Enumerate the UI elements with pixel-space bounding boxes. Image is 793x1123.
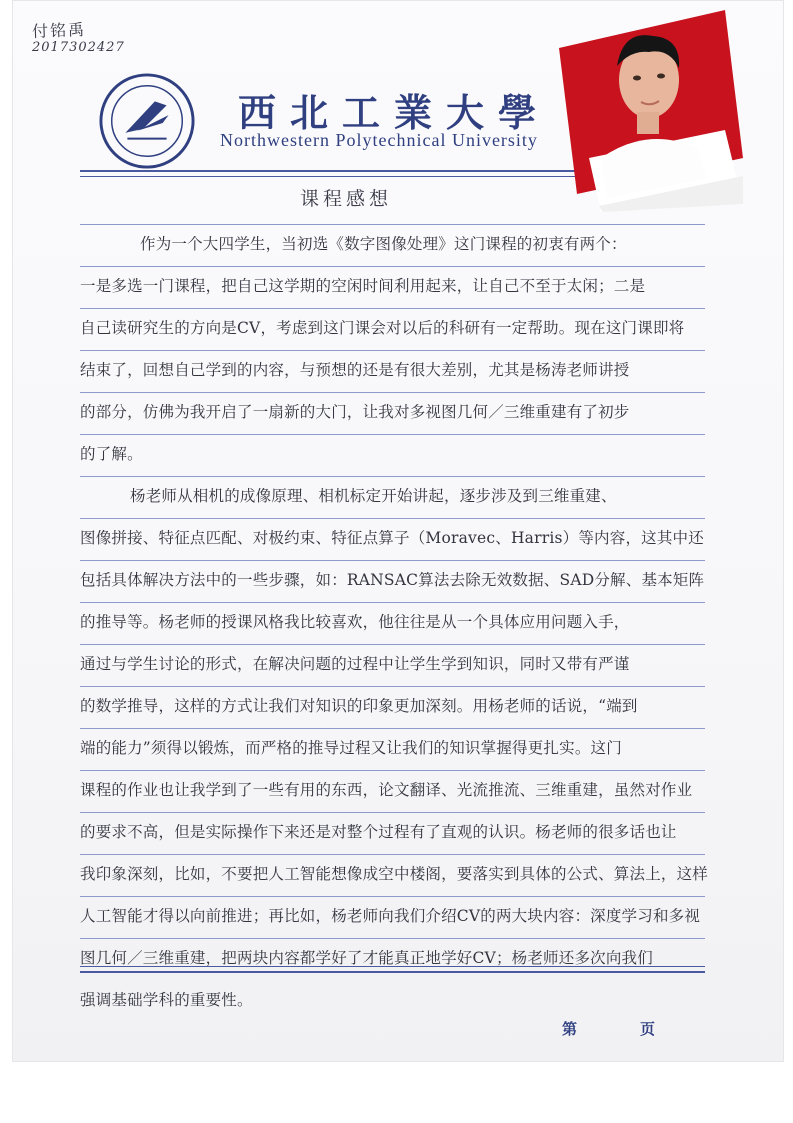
text-line: 结束了，回想自己学到的内容，与预想的还是有很大差别，尤其是杨涛老师讲授 <box>80 361 630 379</box>
text-line: 一是多选一门课程，把自己这学期的空闲时间利用起来，让自己不至于太闲；二是 <box>80 277 646 295</box>
text-line: 自己读研究生的方向是CV，考虑到这门课会对以后的科研有一定帮助。现在这门课即将 <box>80 319 685 337</box>
ruled-line <box>80 434 705 435</box>
university-name-en: Northwestern Polytechnical University <box>220 130 538 150</box>
text-line: 强调基础学科的重要性。 <box>80 991 253 1009</box>
ruled-line <box>80 644 705 645</box>
text-line: 的了解。 <box>80 445 143 463</box>
student-photo <box>557 8 745 212</box>
ruled-line <box>80 560 705 561</box>
text-line: 通过与学生讨论的形式，在解决问题的过程中让学生学到知识，同时又带有严谨 <box>80 655 630 673</box>
text-line: 图几何／三维重建，把两块内容都学好了才能真正地学好CV；杨老师还多次向我们 <box>80 949 653 967</box>
ruled-line <box>80 686 705 687</box>
text-line: 端的能力”须得以锻炼，而严格的推导过程又让我们的知识掌握得更扎实。这门 <box>80 739 622 757</box>
ruled-line <box>80 770 705 771</box>
text-line: 课程的作业也让我学到了一些有用的东西，论文翻译、光流推流、三维重建，虽然对作业 <box>80 781 693 799</box>
ruled-line <box>80 224 705 225</box>
ruled-line <box>80 602 705 603</box>
text-line: 包括具体解决方法中的一些步骤，如：RANSAC算法去除无效数据、SAD分解、基本矩阵 <box>80 571 705 589</box>
footer-rule <box>80 966 705 973</box>
ruled-line <box>80 938 705 939</box>
text-line: 的要求不高，但是实际操作下来还是对整个过程有了直观的认识。杨老师的很多话也让 <box>80 823 677 841</box>
ruled-line <box>80 308 705 309</box>
ruled-line <box>80 854 705 855</box>
ruled-line <box>80 266 705 267</box>
student-id: 2017302427 <box>32 40 125 55</box>
text-line: 作为一个大四学生，当初选《数字图像处理》这门课程的初衷有两个： <box>140 235 627 253</box>
text-line: 我印象深刻，比如，不要把人工智能想像成空中楼阁，要落实到具体的公式、算法上，这样 <box>80 865 709 883</box>
ruled-line <box>80 728 705 729</box>
ruled-line <box>80 476 705 477</box>
ruled-line <box>80 392 705 393</box>
text-line: 的数学推导，这样的方式让我们对知识的印象更加深刻。用杨老师的话说，“端到 <box>80 697 638 715</box>
document-title: 课程感想 <box>300 188 393 210</box>
page-label: 第 <box>562 1020 578 1038</box>
ruled-line <box>80 896 705 897</box>
text-line: 人工智能才得以向前推进；再比如，杨老师向我们介绍CV的两大块内容：深度学习和多视 <box>80 907 701 925</box>
text-line: 图像拼接、特征点匹配、对极约束、特征点算子（Moravec、Harris）等内容，这其中还 <box>80 529 704 547</box>
text-line: 杨老师从相机的成像原理、相机标定开始讲起，逐步涉及到三维重建、 <box>130 487 617 505</box>
writer-name: 付铭禹 <box>31 20 87 41</box>
page-suffix: 页 <box>640 1020 656 1038</box>
ruled-line <box>80 812 705 813</box>
university-logo-icon <box>98 72 196 170</box>
ruled-line <box>80 350 705 351</box>
text-line: 的推导等。杨老师的授课风格我比较喜欢，他往往是从一个具体应用问题入手， <box>80 613 630 631</box>
text-line: 的部分，仿佛为我开启了一扇新的大门，让我对多视图几何／三维重建有了初步 <box>80 403 630 421</box>
ruled-line <box>80 518 705 519</box>
university-name-cn: 西北工業大學 <box>238 90 551 135</box>
